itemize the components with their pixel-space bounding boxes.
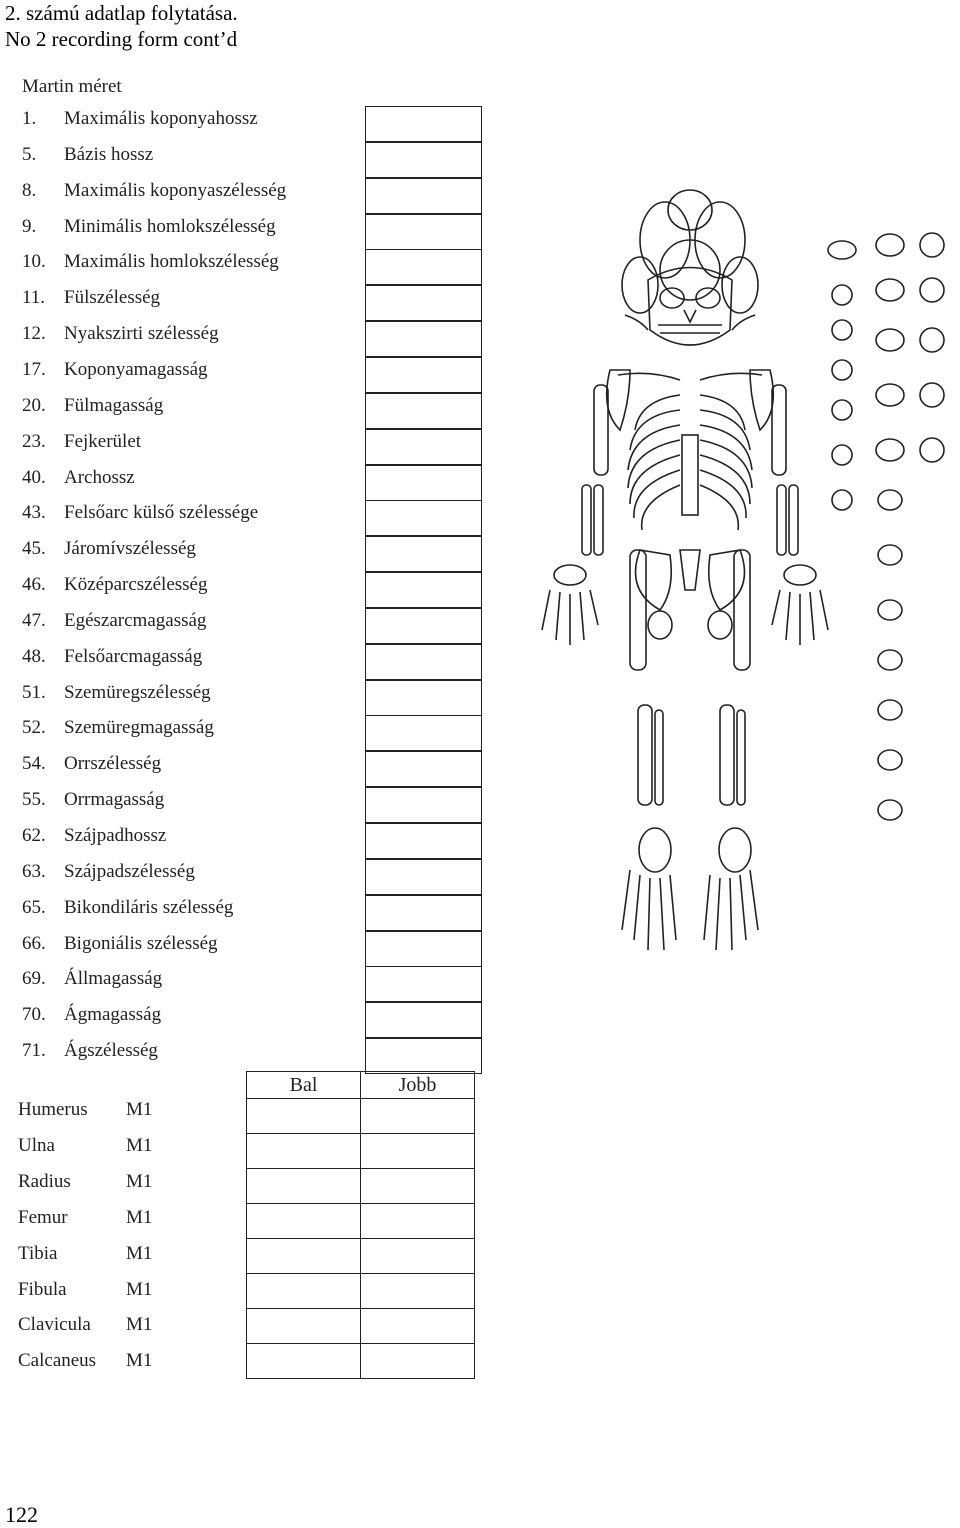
- lower-leg-drawing: [638, 705, 745, 805]
- right-side-value-cell[interactable]: [361, 1309, 475, 1344]
- martin-row-number: 46.: [22, 574, 46, 596]
- martin-value-box[interactable]: [365, 715, 482, 751]
- bone-measure-label: M1: [126, 1350, 153, 1372]
- arm-bones-drawing: [582, 385, 798, 555]
- martin-row-number: 45.: [22, 538, 46, 560]
- martin-row-number: 54.: [22, 753, 46, 775]
- martin-row-label: Szemüregmagasság: [64, 717, 214, 739]
- martin-value-box[interactable]: [365, 214, 482, 250]
- left-side-value-cell[interactable]: [247, 1239, 361, 1274]
- left-side-value-cell[interactable]: [247, 1274, 361, 1309]
- martin-row-label: Szemüregszélesség: [64, 681, 211, 703]
- martin-row-label: Felsőarc külső szélessége: [64, 502, 259, 524]
- martin-row-label: Fejkerület: [64, 430, 142, 452]
- bone-name-label: Ulna: [18, 1134, 55, 1156]
- right-side-value-cell[interactable]: [361, 1344, 475, 1379]
- bone-measure-label: M1: [126, 1242, 153, 1264]
- martin-value-box[interactable]: [365, 357, 482, 393]
- martin-row-label: Szájpadszélesség: [64, 860, 195, 882]
- martin-value-box[interactable]: [365, 142, 482, 178]
- martin-row-label: Orrszélesség: [64, 753, 162, 775]
- right-side-value-cell[interactable]: [361, 1169, 475, 1204]
- right-side-value-cell[interactable]: [361, 1204, 475, 1239]
- martin-title: Martin méret: [22, 76, 122, 97]
- martin-row-label: Nyakszirti szélesség: [64, 323, 219, 345]
- martin-row-label: Szájpadhossz: [64, 825, 167, 846]
- martin-row-label: Ágszélesség: [64, 1040, 158, 1062]
- martin-row-label: Járomívszélesség: [64, 538, 196, 560]
- page-number: 122: [5, 1502, 38, 1527]
- martin-row-number: 10.: [22, 251, 46, 273]
- martin-row-label: Fülmagasság: [64, 394, 164, 416]
- page-header: [5, 0, 238, 52]
- martin-row-label: Állmagasság: [64, 968, 163, 990]
- right-side-value-cell[interactable]: [361, 1274, 475, 1309]
- martin-row-label: Orrmagasság: [64, 789, 165, 811]
- long-bone-row: [247, 1204, 475, 1239]
- martin-value-box[interactable]: [365, 931, 482, 967]
- martin-row-label: Koponyamagasság: [64, 358, 208, 380]
- martin-row-label: Felsőarcmagasság: [64, 645, 203, 667]
- long-bone-row: [247, 1099, 475, 1134]
- bone-measure-label: M1: [126, 1134, 153, 1156]
- martin-row-number: 23.: [22, 430, 46, 452]
- bone-measure-label: M1: [126, 1314, 153, 1336]
- martin-row-number: 69.: [22, 968, 46, 990]
- martin-value-box[interactable]: [365, 787, 482, 823]
- martin-row-number: 51.: [22, 681, 46, 703]
- martin-row-label: Egészarcmagasság: [64, 609, 207, 631]
- martin-row-label: Bázis hossz: [64, 143, 154, 165]
- martin-value-box[interactable]: [365, 966, 482, 1002]
- martin-value-box[interactable]: [365, 285, 482, 321]
- left-side-value-cell[interactable]: [247, 1169, 361, 1204]
- long-bone-row: [247, 1309, 475, 1344]
- martin-row-number: 20.: [22, 394, 46, 416]
- martin-row-number: 12.: [22, 323, 46, 345]
- martin-value-box[interactable]: [365, 572, 482, 608]
- left-side-value-cell[interactable]: [247, 1204, 361, 1239]
- left-side-value-cell[interactable]: [247, 1099, 361, 1134]
- martin-value-box[interactable]: [365, 429, 482, 465]
- left-side-header: Bal: [247, 1072, 361, 1099]
- martin-row-number: 71.: [22, 1040, 46, 1062]
- martin-value-box[interactable]: [365, 500, 482, 536]
- right-side-header: Jobb: [361, 1072, 475, 1099]
- right-side-value-cell[interactable]: [361, 1239, 475, 1274]
- martin-row-number: 1.: [22, 108, 37, 129]
- martin-value-box[interactable]: [365, 321, 482, 357]
- vertebrae-drawing: [828, 233, 944, 820]
- martin-row-number: 66.: [22, 932, 46, 954]
- bone-measure-label: M1: [126, 1206, 153, 1228]
- header-line-2: No 2 recording form cont’d: [5, 27, 238, 51]
- martin-row-number: 70.: [22, 1004, 46, 1026]
- martin-value-box[interactable]: [365, 751, 482, 787]
- martin-row-number: 17.: [22, 358, 46, 380]
- martin-value-box[interactable]: [365, 106, 482, 142]
- martin-row-number: 65.: [22, 896, 46, 918]
- martin-row-label: Bigoniális szélesség: [64, 932, 218, 954]
- martin-row-number: 8.: [22, 179, 37, 201]
- martin-row-number: 43.: [22, 502, 46, 524]
- martin-value-box[interactable]: [365, 465, 482, 501]
- child-skeleton-diagram: [530, 170, 950, 970]
- right-side-value-cell[interactable]: [361, 1099, 475, 1134]
- left-side-value-cell[interactable]: [247, 1134, 361, 1169]
- long-bone-table: [246, 1071, 475, 1379]
- martin-value-box[interactable]: [365, 1002, 482, 1038]
- martin-row-number: 62.: [22, 825, 46, 846]
- pelvis-drawing: [636, 550, 745, 639]
- martin-row-number: 55.: [22, 789, 46, 811]
- bone-measure-label: M1: [126, 1278, 153, 1300]
- bone-name-label: Humerus: [18, 1099, 88, 1120]
- martin-value-box[interactable]: [365, 823, 482, 859]
- femur-drawing: [630, 550, 750, 670]
- martin-row-label: Minimális homlokszélesség: [64, 215, 276, 237]
- martin-row-number: 52.: [22, 717, 46, 739]
- martin-value-box[interactable]: [365, 680, 482, 716]
- martin-value-box[interactable]: [365, 895, 482, 931]
- martin-value-box[interactable]: [365, 178, 482, 214]
- martin-row-label: Ágmagasság: [64, 1004, 162, 1026]
- martin-row-number: 9.: [22, 215, 37, 237]
- martin-row-label: Középarcszélesség: [64, 574, 208, 596]
- martin-row-label: Bikondiláris szélesség: [64, 896, 234, 918]
- bone-name-label: Femur: [18, 1206, 68, 1228]
- long-bone-row: [247, 1239, 475, 1274]
- long-bone-row: [247, 1274, 475, 1309]
- martin-row-number: 47.: [22, 609, 46, 631]
- martin-row-label: Fülszélesség: [64, 287, 161, 309]
- left-side-value-cell[interactable]: [247, 1344, 361, 1379]
- ribcage-drawing: [628, 395, 752, 530]
- long-bone-row: [247, 1344, 475, 1379]
- long-bone-row: [247, 1134, 475, 1169]
- bone-measure-label: M1: [126, 1099, 153, 1120]
- right-side-value-cell[interactable]: [361, 1134, 475, 1169]
- martin-value-box[interactable]: [365, 644, 482, 680]
- skull-drawing: [622, 190, 758, 345]
- long-bone-table-header: [247, 1072, 475, 1099]
- header-line-1: 2. számú adatlap folytatása.: [5, 1, 238, 25]
- martin-value-box[interactable]: [365, 859, 482, 895]
- martin-row-number: 48.: [22, 645, 46, 667]
- bone-name-label: Clavicula: [18, 1314, 91, 1336]
- martin-value-box[interactable]: [365, 608, 482, 644]
- martin-row-number: 11.: [22, 287, 46, 309]
- foot-bones-drawing: [622, 828, 758, 950]
- bone-measure-label: M1: [126, 1170, 153, 1192]
- martin-row-label: Maximális koponyahossz: [64, 108, 258, 129]
- martin-row-label: Maximális homlokszélesség: [64, 251, 279, 273]
- martin-row-number: 63.: [22, 860, 46, 882]
- bone-name-label: Tibia: [18, 1242, 58, 1264]
- hand-bones-drawing: [542, 565, 828, 645]
- shoulder-girdle-drawing: [607, 370, 774, 430]
- bone-name-label: Calcaneus: [18, 1350, 97, 1372]
- martin-value-box[interactable]: [365, 536, 482, 572]
- bone-name-label: Radius: [18, 1170, 71, 1192]
- long-bone-row: [247, 1169, 475, 1204]
- martin-row-number: 5.: [22, 143, 37, 165]
- martin-value-box[interactable]: [365, 393, 482, 429]
- martin-value-box[interactable]: [365, 1038, 482, 1074]
- martin-row-label: Maximális koponyaszélesség: [64, 179, 287, 201]
- martin-row-number: 40.: [22, 466, 46, 488]
- martin-value-box[interactable]: [365, 249, 482, 285]
- left-side-value-cell[interactable]: [247, 1309, 361, 1344]
- martin-row-label: Archossz: [64, 466, 135, 488]
- bone-name-label: Fibula: [18, 1278, 67, 1300]
